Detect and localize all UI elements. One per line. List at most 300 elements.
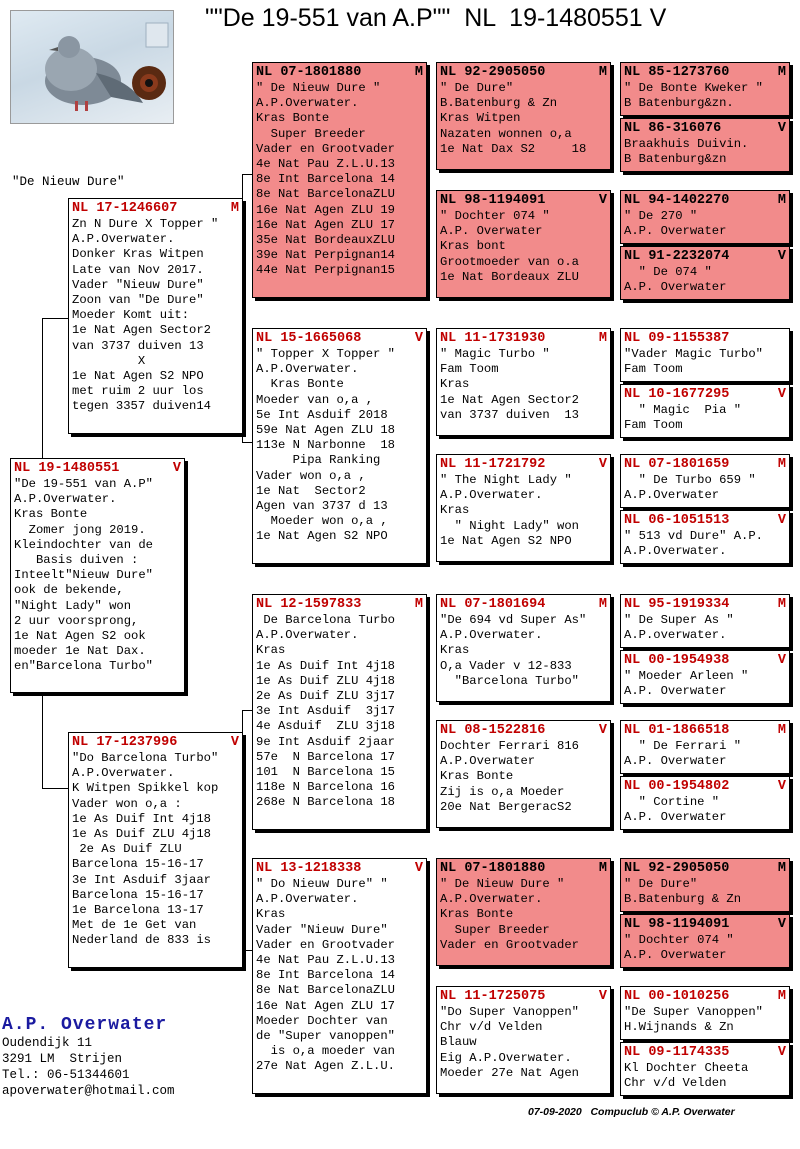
card-line: "Night Lady" won <box>14 598 132 613</box>
ring-number: 98-1194091 <box>648 917 730 932</box>
pedigree-card-g1[interactable] <box>620 62 790 116</box>
card-line: " De Dure" <box>440 81 514 95</box>
card-line: X <box>72 353 146 368</box>
sex-marker: V <box>777 1045 786 1060</box>
card-line: 35e Nat BordeauxZLU <box>256 233 395 248</box>
sex-marker: M <box>598 65 607 80</box>
card-header <box>624 512 786 529</box>
card-line: O,a Vader v 12-833 <box>440 658 572 673</box>
card-line: A.P. Overwater <box>624 280 727 295</box>
card-line: 268e N Barcelona 18 <box>256 795 395 810</box>
card-line: 8e Nat BarcelonaZLU <box>256 187 395 202</box>
card-line: Vader won o,a : <box>72 796 182 811</box>
card-line: Donker Kras Witpen <box>72 247 204 262</box>
card-line: 57e N Barcelona 17 <box>256 749 395 764</box>
card-line: 8e Nat BarcelonaZLU <box>256 983 395 998</box>
ring-number: 98-1194091 <box>464 193 546 208</box>
card-line: " De Ferrari " <box>624 739 742 753</box>
card-line: 1e Nat Agen Sector2 <box>440 392 579 407</box>
ring-number: 00-1954938 <box>648 653 730 668</box>
pedigree-card-g9[interactable] <box>620 594 790 648</box>
card-header <box>624 192 786 209</box>
card-line: Moeder 27e Nat Agen <box>440 1065 579 1080</box>
card-line: Eig A.P.Overwater. <box>440 1050 572 1065</box>
country-code: NL <box>624 917 641 932</box>
country-code: NL <box>256 331 273 346</box>
card-line: " De Super As " <box>624 613 734 627</box>
card-line: A.P.Overwater. <box>440 892 543 907</box>
ring-number: 00-1010256 <box>648 989 730 1004</box>
owner-email[interactable]: apoverwater@hotmail.com <box>2 1084 175 1098</box>
ring-number: 07-1801659 <box>648 457 730 472</box>
card-line: A.P.Overwater. <box>624 544 727 559</box>
card-line: Kleindochter van de <box>14 537 153 552</box>
country-code: NL <box>440 65 457 80</box>
card-header <box>624 330 786 347</box>
ring-number: 07-1801694 <box>464 597 546 612</box>
card-line: tegen 3357 duiven14 <box>72 399 211 414</box>
pedigree-card-root[interactable] <box>10 458 185 693</box>
ring-number: 11-1731930 <box>464 331 546 346</box>
owner-contact <box>2 1015 175 1099</box>
card-line: A.P.Overwater <box>440 754 536 769</box>
sex-marker: M <box>598 331 607 346</box>
top-label: "De Nieuw Dure" <box>12 175 125 189</box>
card-line: Grootmoeder van o.a <box>440 254 579 269</box>
card-line: Basis duiven : <box>14 553 139 568</box>
sex-marker: V <box>777 387 786 402</box>
ring-number: 92-2905050 <box>464 65 546 80</box>
card-header <box>624 652 786 669</box>
card-line: Kras Witpen <box>440 111 521 126</box>
card-line: 1e Nat Agen S2 NPO <box>440 533 572 548</box>
sex-marker: M <box>777 861 786 876</box>
card-line: Late van Nov 2017. <box>72 262 204 277</box>
card-line: 118e N Barcelona 16 <box>256 780 395 795</box>
country-code: NL <box>624 249 641 264</box>
card-line: " Dochter 074 " <box>624 933 734 947</box>
country-code: NL <box>256 861 273 876</box>
card-header <box>624 456 786 473</box>
card-header <box>624 722 786 739</box>
pedigree-card-m[interactable] <box>68 732 243 968</box>
card-line: Kras <box>256 907 286 922</box>
page-title: ""De 19-551 van A.P"" NL 19-1480551 V <box>205 4 667 32</box>
card-line: A.P. Overwater <box>624 948 727 963</box>
pedigree-card-fff[interactable] <box>436 62 611 170</box>
pedigree-card-mf[interactable] <box>252 594 427 830</box>
card-line: A.P. Overwater <box>624 810 727 825</box>
owner-postal: 3291 LM Strijen <box>2 1052 123 1066</box>
card-line: 8e Int Barcelona 14 <box>256 968 395 983</box>
card-line: Kras bont <box>440 239 506 254</box>
ring-number: 17-1246607 <box>96 201 178 216</box>
card-line: Kras Bonte <box>14 507 88 522</box>
card-line: Blauw <box>440 1035 477 1050</box>
card-line: "Barcelona Turbo" <box>440 673 579 688</box>
card-header <box>440 860 607 877</box>
card-line: " Topper X Topper " <box>256 347 395 361</box>
owner-phone: Tel.: 06-51344601 <box>2 1068 130 1082</box>
card-line: A.P.Overwater. <box>256 892 359 907</box>
card-line: Kras <box>440 503 470 518</box>
card-line: H.Wijnands & Zn <box>624 1020 734 1035</box>
pedigree-card-g12[interactable] <box>620 776 790 830</box>
card-header <box>256 64 423 81</box>
card-line: A.P.overwater. <box>624 628 727 643</box>
sex-marker: V <box>777 249 786 264</box>
card-line: 1e Barcelona 13-17 <box>72 903 204 918</box>
card-header <box>440 330 607 347</box>
ring-number: 08-1522816 <box>464 723 546 738</box>
card-line: A.P.Overwater. <box>256 96 359 111</box>
card-header <box>624 120 786 137</box>
card-header <box>256 330 423 347</box>
sex-marker: V <box>598 193 607 208</box>
sex-marker: V <box>777 917 786 932</box>
ring-number: 15-1665068 <box>280 331 362 346</box>
pedigree-card-mfm[interactable] <box>436 720 611 828</box>
card-line: 39e Nat Perpignan14 <box>256 248 395 263</box>
card-line: Kl Dochter Cheeta <box>624 1061 749 1075</box>
card-line: 16e Nat Agen ZLU 17 <box>256 998 395 1013</box>
card-header <box>624 778 786 795</box>
card-line: " De Nieuw Dure " <box>440 877 565 891</box>
card-header <box>624 1044 786 1061</box>
country-code: NL <box>624 989 641 1004</box>
card-line: Vader en Grootvader <box>440 937 579 952</box>
sex-marker: M <box>777 597 786 612</box>
card-line: 3e Int Asduif 3j17 <box>256 704 395 719</box>
card-line: " De Nieuw Dure " <box>256 81 381 95</box>
ring-number: 13-1218338 <box>280 861 362 876</box>
country-code: NL <box>256 597 273 612</box>
country-code: NL <box>72 735 89 750</box>
card-header <box>256 860 423 877</box>
card-line: Vader won o,a , <box>256 468 366 483</box>
pedigree-card-mm[interactable] <box>252 858 427 1094</box>
connector-line <box>42 788 70 789</box>
connector-line <box>42 680 43 788</box>
pedigree-card-g14[interactable] <box>620 914 790 968</box>
card-line: Vader en Grootvader <box>256 141 395 156</box>
pedigree-card-g16[interactable] <box>620 1042 790 1096</box>
sex-marker: V <box>777 653 786 668</box>
card-line: 4e Asduif ZLU 3j18 <box>256 719 395 734</box>
card-line: K Witpen Spikkel kop <box>72 781 219 796</box>
card-line: " De 074 " <box>624 265 712 279</box>
country-code: NL <box>624 1045 641 1060</box>
country-code: NL <box>440 861 457 876</box>
pedigree-card-fmf[interactable] <box>436 328 611 436</box>
pedigree-card-mmf[interactable] <box>436 858 611 966</box>
card-line: Fam Toom <box>624 418 683 433</box>
card-line: Braakhuis Duivin. <box>624 137 749 151</box>
sex-marker: M <box>414 65 423 80</box>
card-line: 5e Int Asduif 2018 <box>256 407 388 422</box>
card-line: Kras Bonte <box>440 907 514 922</box>
card-line: " Magic Pia " <box>624 403 742 417</box>
card-header <box>256 596 423 613</box>
card-line: " Dochter 074 " <box>440 209 550 223</box>
card-line: met ruim 2 uur los <box>72 384 204 399</box>
card-line: A.P. Overwater <box>624 224 727 239</box>
ring-number: 09-1174335 <box>648 1045 730 1060</box>
country-code: NL <box>624 597 641 612</box>
card-line: A.P.Overwater. <box>256 628 359 643</box>
card-line: " De Bonte Kweker " <box>624 81 763 95</box>
card-line: 8e Int Barcelona 14 <box>256 172 395 187</box>
pedigree-card-g5[interactable] <box>620 328 790 382</box>
card-line: A.P. Overwater <box>440 224 543 239</box>
pedigree-card-mff[interactable] <box>436 594 611 702</box>
card-line: " Cortine " <box>624 795 720 809</box>
card-line: A.P.Overwater. <box>256 362 359 377</box>
country-code: NL <box>256 65 273 80</box>
card-line: B Batenburg&zn <box>624 152 727 167</box>
ring-number: 86-316076 <box>648 121 722 136</box>
card-line: Pipa Ranking <box>256 453 381 468</box>
card-line: " 513 vd Dure" A.P. <box>624 529 763 543</box>
ring-number: 95-1919334 <box>648 597 730 612</box>
sex-marker: V <box>414 861 423 876</box>
card-line: A.P.Overwater. <box>440 488 543 503</box>
card-line: Kras Bonte <box>256 111 330 126</box>
pedigree-card-ffm[interactable] <box>436 190 611 298</box>
owner-name: A.P. Overwater <box>2 1015 168 1035</box>
country-code: NL <box>440 331 457 346</box>
card-header <box>624 988 786 1005</box>
sex-marker: M <box>777 723 786 738</box>
pedigree-card-g4[interactable] <box>620 246 790 300</box>
card-line: 16e Nat Agen ZLU 19 <box>256 202 395 217</box>
card-line: Kras <box>440 643 470 658</box>
ring-number: 07-1801880 <box>464 861 546 876</box>
sex-marker: M <box>598 597 607 612</box>
ring-number: 10-1677295 <box>648 387 730 402</box>
card-line: Moeder won o,a , <box>256 514 388 529</box>
card-line: 1e As Duif ZLU 4j18 <box>256 673 395 688</box>
card-line: 27e Nat Agen Z.L.U. <box>256 1059 395 1074</box>
ring-number: 91-2232074 <box>648 249 730 264</box>
pedigree-card-fm[interactable] <box>252 328 427 564</box>
card-line: " De 270 " <box>624 209 698 223</box>
sex-marker: V <box>598 723 607 738</box>
card-header <box>440 192 607 209</box>
ring-number: 94-1402270 <box>648 193 730 208</box>
card-line: 2e As Duif ZLU 3j17 <box>256 689 395 704</box>
card-line: Kras Bonte <box>440 769 514 784</box>
card-line: 20e Nat BergeracS2 <box>440 799 572 814</box>
card-line: B.Batenburg & Zn <box>624 892 742 907</box>
card-line: 3e Int Asduif 3jaar <box>72 872 211 887</box>
card-line: "Do Barcelona Turbo" <box>72 751 219 765</box>
card-line: 2 uur voorsprong, <box>14 613 139 628</box>
ring-number: 11-1721792 <box>464 457 546 472</box>
country-code: NL <box>14 461 31 476</box>
card-line: 1e As Duif ZLU 4j18 <box>72 827 211 842</box>
card-line: Super Breeder <box>440 922 550 937</box>
card-line: B.Batenburg & Zn <box>440 96 558 111</box>
card-line: Zoon van "De Dure" <box>72 293 204 308</box>
card-line: " De Turbo 659 " <box>624 473 756 487</box>
card-line: Barcelona 15-16-17 <box>72 887 204 902</box>
card-line: Vader en Grootvader <box>256 937 395 952</box>
card-line: 9e Int Asduif 2jaar <box>256 734 395 749</box>
card-line: Moeder Dochter van <box>256 1013 388 1028</box>
country-code: NL <box>624 387 641 402</box>
sex-marker: M <box>777 989 786 1004</box>
footer-credit: 07-09-2020 Compuclub © A.P. Overwater <box>528 1106 735 1118</box>
pedigree-card-mmm[interactable] <box>436 986 611 1094</box>
sex-marker: M <box>777 193 786 208</box>
sex-marker: M <box>414 597 423 612</box>
pedigree-card-g13[interactable] <box>620 858 790 912</box>
sex-marker: V <box>230 735 239 750</box>
card-line: 1e Nat Bordeaux ZLU <box>440 269 579 284</box>
card-line: A.P.Overwater. <box>72 232 175 247</box>
card-line: 1e As Duif Int 4j18 <box>256 658 395 673</box>
card-line: 4e Nat Pau Z.L.U.13 <box>256 157 395 172</box>
country-code: NL <box>624 65 641 80</box>
sex-marker: M <box>598 861 607 876</box>
pedigree-card-ff[interactable] <box>252 62 427 298</box>
country-code: NL <box>440 723 457 738</box>
card-header <box>440 722 607 739</box>
card-line: Kras <box>440 377 470 392</box>
card-header <box>624 860 786 877</box>
country-code: NL <box>440 989 457 1004</box>
card-line: Fam Toom <box>440 362 499 377</box>
card-line: Kras Bonte <box>256 377 344 392</box>
card-line: 1e Nat Sector2 <box>256 483 366 498</box>
card-header <box>624 596 786 613</box>
card-header <box>72 200 239 217</box>
ring-number: 12-1597833 <box>280 597 362 612</box>
card-line: 44e Nat Perpignan15 <box>256 263 395 278</box>
card-line: Super Breeder <box>256 126 366 141</box>
country-code: NL <box>624 779 641 794</box>
country-code: NL <box>624 121 641 136</box>
card-header <box>624 916 786 933</box>
ring-number: 17-1237996 <box>96 735 178 750</box>
pedigree-card-g11[interactable] <box>620 720 790 774</box>
card-line: van 3737 duiven 13 <box>440 407 579 422</box>
card-line: A.P.Overwater. <box>440 628 543 643</box>
country-code: NL <box>440 457 457 472</box>
pedigree-card-g8[interactable] <box>620 510 790 564</box>
card-line: 1e Nat Agen S2 NPO <box>72 369 204 384</box>
connector-line <box>42 318 43 462</box>
card-line: 1e Nat Agen S2 NPO <box>256 529 388 544</box>
card-line: " De Dure" <box>624 877 698 891</box>
card-line: 1e Nat Agen S2 ook <box>14 629 146 644</box>
card-line: "Do Super Vanoppen" <box>440 1005 579 1019</box>
country-code: NL <box>624 723 641 738</box>
pedigree-card-g15[interactable] <box>620 986 790 1040</box>
sex-marker: V <box>172 461 181 476</box>
card-line: A.P. Overwater <box>624 684 727 699</box>
card-line: Kras <box>256 643 286 658</box>
card-line: Vader "Nieuw Dure" <box>72 277 204 292</box>
card-line: " The Night Lady " <box>440 473 572 487</box>
card-header <box>440 64 607 81</box>
pedigree-card-g3[interactable] <box>620 190 790 244</box>
card-line: "De Super Vanoppen" <box>624 1005 763 1019</box>
pedigree-card-g10[interactable] <box>620 650 790 704</box>
card-line: Nazaten wonnen o,a <box>440 126 572 141</box>
card-header <box>624 248 786 265</box>
card-line: "Vader Magic Turbo" <box>624 347 763 361</box>
pigeon-photo <box>10 10 174 124</box>
pedigree-card-g2[interactable] <box>620 118 790 172</box>
card-line: 4e Nat Pau Z.L.U.13 <box>256 953 395 968</box>
owner-address: Oudendijk 11 <box>2 1036 93 1050</box>
country-code: NL <box>624 861 641 876</box>
card-line: de "Super vanoppen" <box>256 1029 395 1044</box>
card-line: Met de 1e Get van <box>72 918 197 933</box>
card-line: Dochter Ferrari 816 <box>440 739 579 753</box>
card-line: moeder 1e Nat Dax. <box>14 644 146 659</box>
country-code: NL <box>440 193 457 208</box>
sex-marker: V <box>777 121 786 136</box>
pedigree-card-fmm[interactable] <box>436 454 611 562</box>
card-line: 59e Nat Agen ZLU 18 <box>256 423 395 438</box>
country-code: NL <box>72 201 89 216</box>
ring-number: 85-1273760 <box>648 65 730 80</box>
card-line: A.P. Overwater <box>624 754 727 769</box>
ring-number: 06-1051513 <box>648 513 730 528</box>
sex-marker: V <box>598 989 607 1004</box>
card-line: Zij is o,a Moeder <box>440 784 565 799</box>
pedigree-card-g7[interactable] <box>620 454 790 508</box>
card-line: Chr v/d Velden <box>440 1020 543 1035</box>
connector-line <box>42 318 70 319</box>
sex-marker: M <box>777 65 786 80</box>
country-code: NL <box>624 193 641 208</box>
ring-number: 92-2905050 <box>648 861 730 876</box>
sex-marker: V <box>598 457 607 472</box>
pedigree-card-g6[interactable] <box>620 384 790 438</box>
card-line: Barcelona 15-16-17 <box>72 857 204 872</box>
sex-marker: V <box>777 513 786 528</box>
country-code: NL <box>624 331 641 346</box>
card-line: De Barcelona Turbo <box>256 613 395 627</box>
card-line: Vader "Nieuw Dure" <box>256 922 388 937</box>
card-line: Inteelt"Nieuw Dure" <box>14 568 153 583</box>
card-line: 1e As Duif Int 4j18 <box>72 811 211 826</box>
card-line: " Moeder Arleen " <box>624 669 749 683</box>
country-code: NL <box>440 597 457 612</box>
pedigree-card-f[interactable] <box>68 198 243 434</box>
card-line: A.P.Overwater. <box>72 766 175 781</box>
card-line: Nederland de 833 is <box>72 933 211 948</box>
ring-number: 09-1155387 <box>648 331 730 346</box>
card-line: Moeder Komt uit: <box>72 308 190 323</box>
card-header <box>624 386 786 403</box>
card-header <box>440 456 607 473</box>
card-header <box>14 460 181 477</box>
card-line: B Batenburg&zn. <box>624 96 734 111</box>
card-line: ook de bekende, <box>14 583 124 598</box>
ring-number: 19-1480551 <box>38 461 120 476</box>
card-line: 16e Nat Agen ZLU 17 <box>256 217 395 232</box>
sex-marker: V <box>414 331 423 346</box>
card-line: " Magic Turbo " <box>440 347 550 361</box>
sex-marker: M <box>230 201 239 216</box>
card-header <box>440 596 607 613</box>
country-code: NL <box>624 513 641 528</box>
